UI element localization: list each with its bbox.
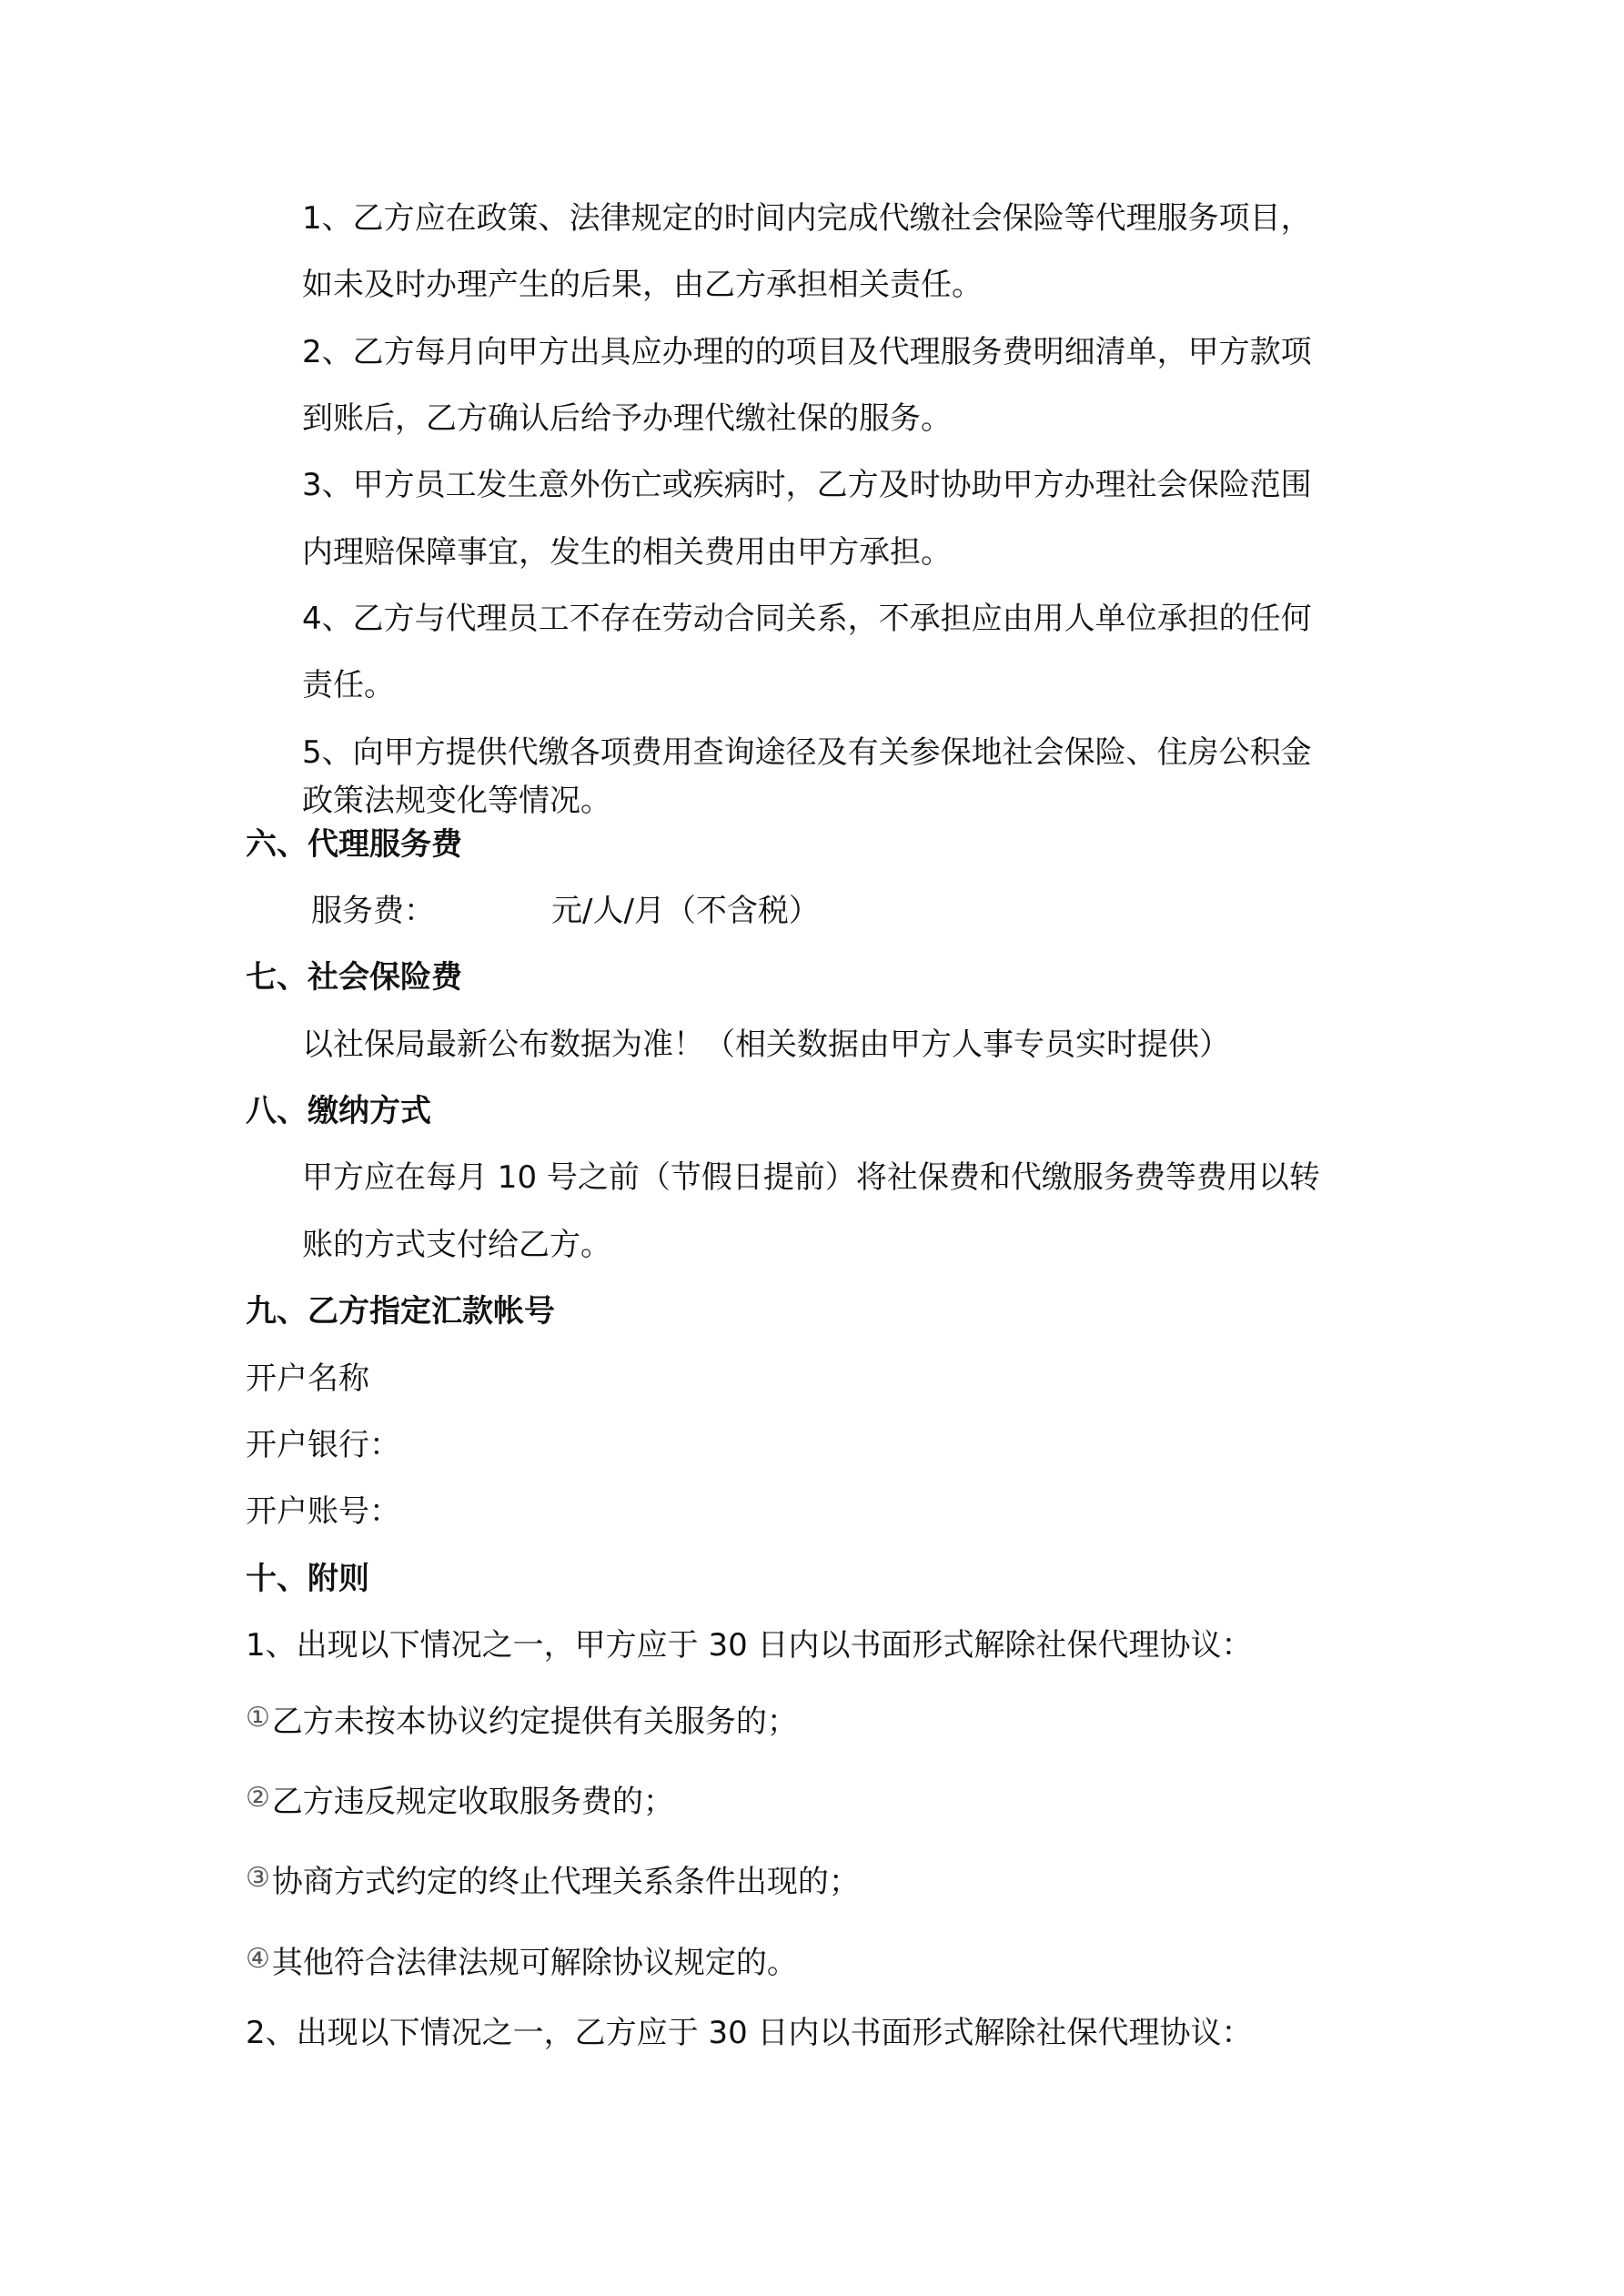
item-2-line-1: 2、乙方每月向甲方出具应办理的的项目及代理服务费明细清单，甲方款项 bbox=[302, 334, 1312, 370]
item-1-line-1: 1、乙方应在政策、法律规定的时间内完成代缴社会保险等代理服务项目， bbox=[302, 200, 1312, 237]
item-1-line-2: 如未及时办理产生的后果，由乙方承担相关责任。 bbox=[302, 267, 983, 303]
sub-item bbox=[246, 1858, 860, 1902]
circled-number-marker: ① bbox=[246, 1702, 270, 1734]
sub-item bbox=[246, 1939, 798, 1983]
sub-item-text: 协商方式约定的终止代理关系条件出现的； bbox=[271, 1864, 860, 1900]
item-2-line-2: 到账后，乙方确认后给予办理代缴社保的服务。 bbox=[302, 400, 952, 437]
item-5-line-2: 政策法规变化等情况。 bbox=[302, 783, 611, 819]
payment-line-1: 甲方应在每月 10 号之前（节假日提前）将社保费和代缴服务费等费用以转 bbox=[302, 1159, 1320, 1196]
section-7-heading: 七、社会保险费 bbox=[246, 959, 462, 996]
section-6-heading: 六、代理服务费 bbox=[246, 826, 462, 863]
item-3-line-1: 3、甲方员工发生意外伤亡或疾病时，乙方及时协助甲方办理社会保险范围 bbox=[302, 467, 1312, 503]
social-insurance-text: 以社保局最新公布数据为准！（相关数据由甲方人事专员实时提供） bbox=[302, 1027, 1230, 1063]
item-5-line-1: 5、向甲方提供代缴各项费用查询途径及有关参保地社会保险、住房公积金 bbox=[302, 734, 1312, 771]
service-fee-label: 服务费： bbox=[311, 893, 435, 929]
account-number-line: 开户账号： bbox=[246, 1493, 400, 1530]
circled-number-marker: ② bbox=[246, 1782, 270, 1814]
clause-2-line: 2、出现以下情况之一，乙方应于 30 日内以书面形式解除社保代理协议： bbox=[246, 2015, 1253, 2051]
section-8-heading: 八、缴纳方式 bbox=[246, 1093, 431, 1129]
sub-item-text: 乙方违反规定收取服务费的； bbox=[271, 1784, 674, 1820]
payment-line-2: 账的方式支付给乙方。 bbox=[302, 1227, 611, 1263]
bank-line: 开户银行： bbox=[246, 1427, 400, 1463]
section-10-heading: 十、附则 bbox=[246, 1561, 369, 1597]
circled-number-marker: ③ bbox=[246, 1862, 270, 1894]
service-fee-line bbox=[311, 891, 820, 931]
item-4-line-2: 责任。 bbox=[302, 667, 395, 703]
service-fee-unit: 元/人/月（不含税） bbox=[551, 893, 820, 929]
section-9-heading: 九、乙方指定汇款帐号 bbox=[246, 1293, 555, 1330]
sub-item bbox=[246, 1778, 674, 1822]
sub-item-text: 其他符合法律法规可解除协议规定的。 bbox=[271, 1945, 798, 1981]
sub-item-text: 乙方未按本协议约定提供有关服务的； bbox=[271, 1704, 798, 1740]
item-4-line-1: 4、乙方与代理员工不存在劳动合同关系，不承担应由用人单位承担的任何 bbox=[302, 601, 1312, 637]
sub-item bbox=[246, 1698, 798, 1742]
item-3-line-2: 内理赔保障事宜，发生的相关费用由甲方承担。 bbox=[302, 534, 952, 571]
clause-1-line: 1、出现以下情况之一，甲方应于 30 日内以书面形式解除社保代理协议： bbox=[246, 1627, 1253, 1664]
circled-number-marker: ④ bbox=[246, 1943, 270, 1975]
account-name-line: 开户名称 bbox=[246, 1360, 369, 1397]
